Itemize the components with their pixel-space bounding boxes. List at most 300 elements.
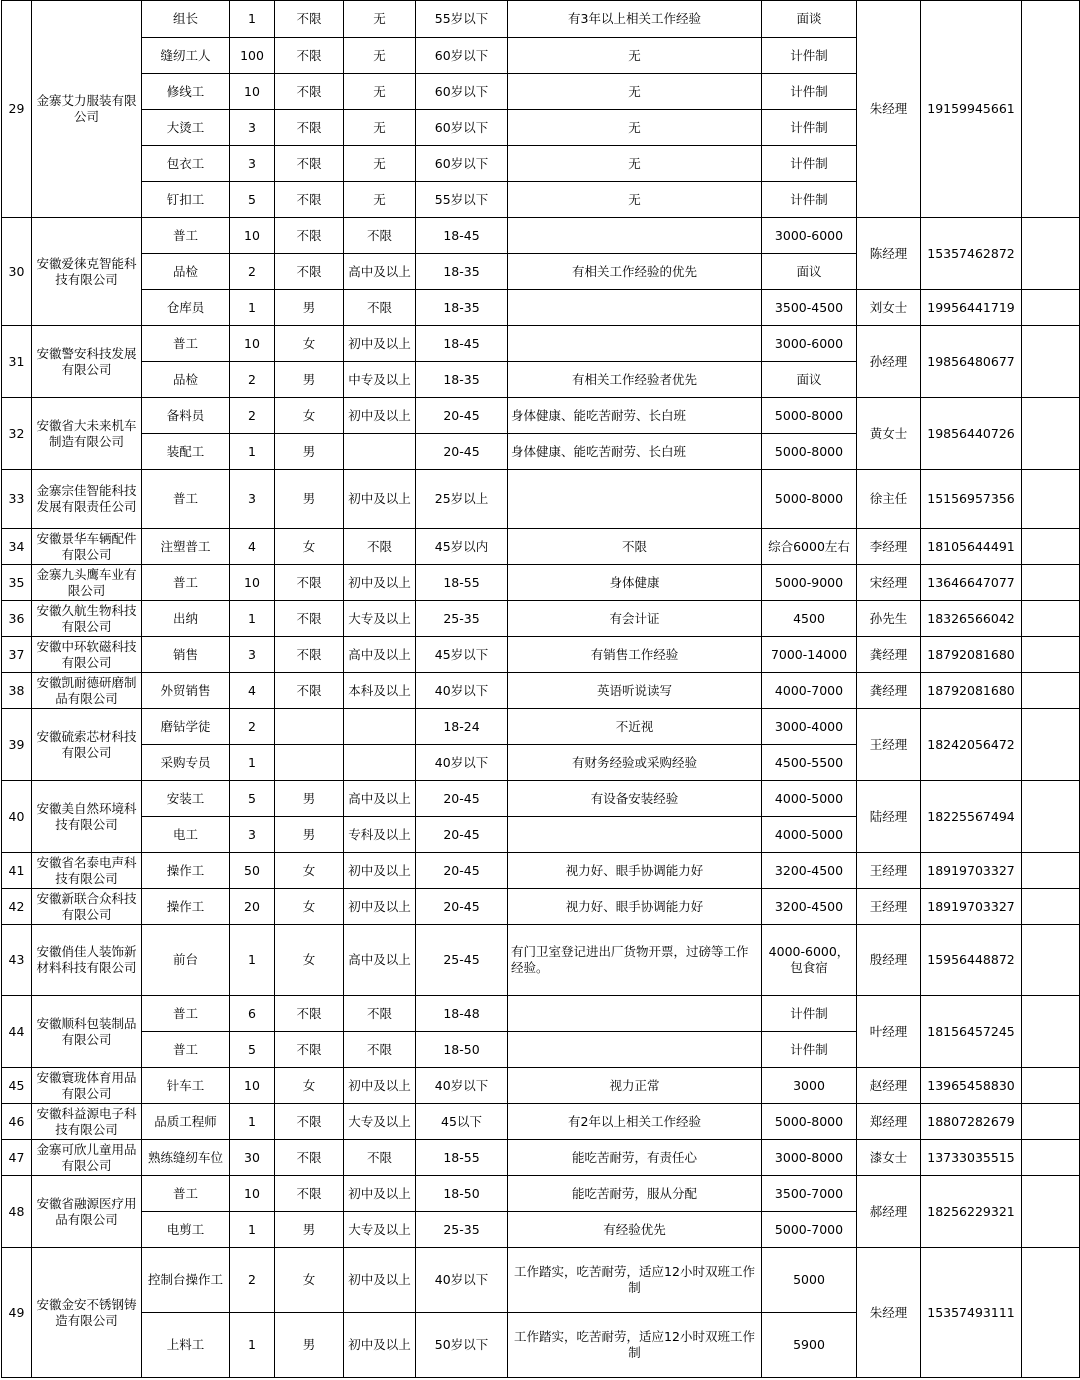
age-range: 18-45 [416, 218, 508, 254]
age-range: 60岁以下 [416, 74, 508, 110]
education: 无 [344, 74, 416, 110]
requirements: 无 [508, 110, 762, 146]
notes-cell [1022, 218, 1080, 290]
job-title: 注塑普工 [142, 529, 230, 565]
company-name: 金寨宗佳智能科技发展有限责任公司 [32, 470, 142, 529]
job-title: 钉扣工 [142, 182, 230, 218]
contact-person: 宋经理 [857, 565, 921, 601]
gender: 女 [275, 1068, 344, 1104]
table-row [2, 1176, 1080, 1212]
education: 不限 [344, 218, 416, 254]
contact-phone: 18919703327 [921, 853, 1022, 889]
contact-person: 赵经理 [857, 1068, 921, 1104]
notes-cell [1022, 1248, 1080, 1378]
company-name: 安徽新联合众科技有限公司 [32, 889, 142, 925]
company-name: 安徽科益源电子科技有限公司 [32, 1104, 142, 1140]
gender: 不限 [275, 1140, 344, 1176]
row-number: 38 [2, 673, 32, 709]
headcount: 3 [230, 110, 275, 146]
headcount: 1 [230, 434, 275, 470]
salary: 计件制 [762, 182, 857, 218]
requirements: 有相关工作经验者优先 [508, 362, 762, 398]
job-title: 缝纫工人 [142, 38, 230, 74]
job-title: 品检 [142, 254, 230, 290]
row-number: 41 [2, 853, 32, 889]
job-title: 外贸销售 [142, 673, 230, 709]
gender: 男 [275, 781, 344, 817]
notes-cell [1022, 1140, 1080, 1176]
contact-phone: 18242056472 [921, 709, 1022, 781]
education: 无 [344, 182, 416, 218]
gender: 女 [275, 398, 344, 434]
requirements [508, 326, 762, 362]
age-range: 20-45 [416, 853, 508, 889]
company-name: 金寨九头鹰车业有限公司 [32, 565, 142, 601]
education: 初中及以上 [344, 1313, 416, 1378]
requirements: 不限 [508, 529, 762, 565]
company-name: 金寨艾力服装有限公司 [32, 1, 142, 218]
age-range: 55岁以下 [416, 1, 508, 38]
contact-phone: 15357462872 [921, 218, 1022, 290]
education: 无 [344, 1, 416, 38]
education: 不限 [344, 1140, 416, 1176]
requirements: 有2年以上相关工作经验 [508, 1104, 762, 1140]
job-title: 普工 [142, 996, 230, 1032]
salary: 3200-4500 [762, 889, 857, 925]
row-number: 33 [2, 470, 32, 529]
requirements: 身体健康 [508, 565, 762, 601]
job-title: 操作工 [142, 853, 230, 889]
gender: 女 [275, 529, 344, 565]
contact-phone: 13965458830 [921, 1068, 1022, 1104]
job-title: 普工 [142, 565, 230, 601]
job-title: 普工 [142, 1032, 230, 1068]
contact-person: 孙经理 [857, 326, 921, 398]
contact-person: 徐主任 [857, 470, 921, 529]
table-row [2, 925, 1080, 996]
salary: 4000-7000 [762, 673, 857, 709]
salary: 面议 [762, 362, 857, 398]
headcount: 1 [230, 601, 275, 637]
row-number: 32 [2, 398, 32, 470]
requirements: 无 [508, 182, 762, 218]
table-row [2, 1140, 1080, 1176]
headcount: 4 [230, 673, 275, 709]
age-range: 45岁以下 [416, 637, 508, 673]
notes-cell [1022, 398, 1080, 470]
row-number: 30 [2, 218, 32, 326]
salary: 5000 [762, 1248, 857, 1313]
notes-cell [1022, 326, 1080, 398]
contact-person: 王经理 [857, 889, 921, 925]
contact-phone: 15956448872 [921, 925, 1022, 996]
age-range: 18-24 [416, 709, 508, 745]
gender: 不限 [275, 182, 344, 218]
education: 高中及以上 [344, 254, 416, 290]
requirements [508, 470, 762, 529]
notes-cell [1022, 1068, 1080, 1104]
job-title: 上料工 [142, 1313, 230, 1378]
age-range: 25-35 [416, 1212, 508, 1248]
gender: 男 [275, 1313, 344, 1378]
row-number: 42 [2, 889, 32, 925]
job-title: 电工 [142, 817, 230, 853]
contact-phone: 18326566042 [921, 601, 1022, 637]
education: 不限 [344, 996, 416, 1032]
company-name: 安徽爱徕克智能科技有限公司 [32, 218, 142, 326]
salary: 5000-8000 [762, 398, 857, 434]
education: 不限 [344, 290, 416, 326]
requirements [508, 290, 762, 326]
age-range: 25-35 [416, 601, 508, 637]
salary: 4000-5000 [762, 817, 857, 853]
salary: 4500 [762, 601, 857, 637]
salary: 4000-5000 [762, 781, 857, 817]
row-number: 37 [2, 637, 32, 673]
gender: 不限 [275, 996, 344, 1032]
salary: 面谈 [762, 1, 857, 38]
salary: 3500-7000 [762, 1176, 857, 1212]
requirements: 有经验优先 [508, 1212, 762, 1248]
education: 无 [344, 38, 416, 74]
headcount: 1 [230, 1212, 275, 1248]
headcount: 2 [230, 1248, 275, 1313]
job-title: 品检 [142, 362, 230, 398]
notes-cell [1022, 781, 1080, 853]
age-range: 18-50 [416, 1176, 508, 1212]
notes-cell [1022, 673, 1080, 709]
headcount: 3 [230, 637, 275, 673]
education: 初中及以上 [344, 1176, 416, 1212]
salary: 3000-4000 [762, 709, 857, 745]
table-row [2, 1068, 1080, 1104]
contact-person: 黄女士 [857, 398, 921, 470]
requirements [508, 1032, 762, 1068]
job-title: 修线工 [142, 74, 230, 110]
headcount: 50 [230, 853, 275, 889]
gender: 不限 [275, 146, 344, 182]
age-range: 55岁以下 [416, 182, 508, 218]
recruitment-table [1, 0, 1080, 1378]
row-number: 31 [2, 326, 32, 398]
headcount: 2 [230, 398, 275, 434]
education: 初中及以上 [344, 326, 416, 362]
salary: 5000-8000 [762, 434, 857, 470]
contact-person: 漆女士 [857, 1140, 921, 1176]
headcount: 10 [230, 326, 275, 362]
table-row [2, 1104, 1080, 1140]
job-title: 品质工程师 [142, 1104, 230, 1140]
education: 不限 [344, 1032, 416, 1068]
table-row [2, 673, 1080, 709]
gender: 男 [275, 470, 344, 529]
contact-phone: 18792081680 [921, 673, 1022, 709]
age-range: 25岁以上 [416, 470, 508, 529]
contact-person: 朱经理 [857, 1248, 921, 1378]
row-number: 45 [2, 1068, 32, 1104]
table-row [2, 601, 1080, 637]
contact-phone: 18256229321 [921, 1176, 1022, 1248]
requirements: 有3年以上相关工作经验 [508, 1, 762, 38]
gender: 男 [275, 817, 344, 853]
requirements [508, 996, 762, 1032]
salary: 5000-8000 [762, 470, 857, 529]
job-title: 普工 [142, 218, 230, 254]
age-range: 20-45 [416, 434, 508, 470]
company-name: 安徽警安科技发展有限公司 [32, 326, 142, 398]
education: 高中及以上 [344, 781, 416, 817]
job-title: 普工 [142, 470, 230, 529]
gender: 不限 [275, 38, 344, 74]
row-number: 29 [2, 1, 32, 218]
job-title: 控制台操作工 [142, 1248, 230, 1313]
contact-person: 王经理 [857, 709, 921, 781]
salary: 5000-9000 [762, 565, 857, 601]
requirements: 能吃苦耐劳，服从分配 [508, 1176, 762, 1212]
contact-phone: 13733035515 [921, 1140, 1022, 1176]
headcount: 5 [230, 781, 275, 817]
company-name: 安徽硫索芯材科技有限公司 [32, 709, 142, 781]
education: 大专及以上 [344, 1104, 416, 1140]
salary: 计件制 [762, 1032, 857, 1068]
education: 初中及以上 [344, 470, 416, 529]
gender: 不限 [275, 110, 344, 146]
age-range: 60岁以下 [416, 146, 508, 182]
gender: 男 [275, 1212, 344, 1248]
requirements: 不近视 [508, 709, 762, 745]
row-number: 48 [2, 1176, 32, 1248]
job-title: 安装工 [142, 781, 230, 817]
gender [275, 745, 344, 781]
salary: 7000-14000 [762, 637, 857, 673]
age-range: 18-50 [416, 1032, 508, 1068]
table-row [2, 398, 1080, 434]
education: 大专及以上 [344, 1212, 416, 1248]
table-row [2, 853, 1080, 889]
gender: 不限 [275, 74, 344, 110]
salary: 3200-4500 [762, 853, 857, 889]
table-row [2, 709, 1080, 745]
notes-cell [1022, 290, 1080, 326]
headcount: 2 [230, 362, 275, 398]
contact-person: 王经理 [857, 853, 921, 889]
headcount: 1 [230, 1, 275, 38]
age-range: 60岁以下 [416, 38, 508, 74]
age-range: 45岁以内 [416, 529, 508, 565]
requirements: 有财务经验或采购经验 [508, 745, 762, 781]
notes-cell [1022, 853, 1080, 889]
headcount: 3 [230, 146, 275, 182]
salary: 计件制 [762, 146, 857, 182]
job-title: 仓库员 [142, 290, 230, 326]
salary: 5900 [762, 1313, 857, 1378]
education [344, 434, 416, 470]
gender: 女 [275, 1248, 344, 1313]
education: 高中及以上 [344, 637, 416, 673]
company-name: 安徽省大未来机车制造有限公司 [32, 398, 142, 470]
salary: 4500-5500 [762, 745, 857, 781]
salary: 3000-6000 [762, 326, 857, 362]
company-name: 安徽久航生物科技有限公司 [32, 601, 142, 637]
age-range: 20-45 [416, 398, 508, 434]
job-title: 组长 [142, 1, 230, 38]
company-name: 安徽中环软磁科技有限公司 [32, 637, 142, 673]
contact-person: 叶经理 [857, 996, 921, 1068]
gender: 女 [275, 889, 344, 925]
age-range: 18-35 [416, 254, 508, 290]
contact-phone: 18919703327 [921, 889, 1022, 925]
table-row [2, 1248, 1080, 1313]
headcount: 10 [230, 1176, 275, 1212]
education: 本科及以上 [344, 673, 416, 709]
salary: 计件制 [762, 996, 857, 1032]
gender: 女 [275, 925, 344, 996]
contact-person: 刘女士 [857, 290, 921, 326]
headcount: 1 [230, 1104, 275, 1140]
requirements: 英语听说读写 [508, 673, 762, 709]
age-range: 45以下 [416, 1104, 508, 1140]
education: 初中及以上 [344, 889, 416, 925]
gender: 女 [275, 853, 344, 889]
row-number: 35 [2, 565, 32, 601]
table-row [2, 290, 1080, 326]
gender [275, 709, 344, 745]
gender: 不限 [275, 1032, 344, 1068]
gender: 男 [275, 434, 344, 470]
table-body [2, 1, 1080, 1378]
notes-cell [1022, 601, 1080, 637]
gender: 不限 [275, 218, 344, 254]
requirements: 有相关工作经验的优先 [508, 254, 762, 290]
contact-phone: 18105644491 [921, 529, 1022, 565]
age-range: 18-55 [416, 565, 508, 601]
contact-person: 龚经理 [857, 673, 921, 709]
job-title: 销售 [142, 637, 230, 673]
requirements: 视力正常 [508, 1068, 762, 1104]
education: 初中及以上 [344, 565, 416, 601]
headcount: 2 [230, 709, 275, 745]
requirements: 无 [508, 146, 762, 182]
gender: 不限 [275, 565, 344, 601]
education: 中专及以上 [344, 362, 416, 398]
education: 不限 [344, 529, 416, 565]
contact-person: 郝经理 [857, 1176, 921, 1248]
row-number: 40 [2, 781, 32, 853]
salary: 面议 [762, 254, 857, 290]
contact-person: 李经理 [857, 529, 921, 565]
company-name: 安徽顺科包装制品有限公司 [32, 996, 142, 1068]
requirements: 工作踏实，吃苦耐劳，适应12小时双班工作制 [508, 1248, 762, 1313]
row-number: 47 [2, 1140, 32, 1176]
requirements: 有门卫室登记进出厂货物开票，过磅等工作经验。 [508, 925, 762, 996]
company-name: 安徽景华车辆配件有限公司 [32, 529, 142, 565]
gender: 不限 [275, 1, 344, 38]
company-name: 金寨可欣儿童用品有限公司 [32, 1140, 142, 1176]
contact-phone: 13646647077 [921, 565, 1022, 601]
company-name: 安徽俏佳人装饰新材料科技有限公司 [32, 925, 142, 996]
headcount: 1 [230, 745, 275, 781]
contact-person: 郑经理 [857, 1104, 921, 1140]
headcount: 10 [230, 1068, 275, 1104]
headcount: 1 [230, 1313, 275, 1378]
contact-phone: 18792081680 [921, 637, 1022, 673]
requirements: 身体健康、能吃苦耐劳、长白班 [508, 434, 762, 470]
gender: 不限 [275, 1176, 344, 1212]
table-row [2, 218, 1080, 254]
row-number: 43 [2, 925, 32, 996]
requirements: 工作踏实，吃苦耐劳，适应12小时双班工作制 [508, 1313, 762, 1378]
headcount: 20 [230, 889, 275, 925]
age-range: 20-45 [416, 781, 508, 817]
contact-person: 朱经理 [857, 1, 921, 218]
notes-cell [1022, 529, 1080, 565]
notes-cell [1022, 1, 1080, 218]
headcount: 30 [230, 1140, 275, 1176]
company-name: 安徽凯耐德研磨制品有限公司 [32, 673, 142, 709]
contact-person: 陈经理 [857, 218, 921, 290]
contact-phone: 19159945661 [921, 1, 1022, 218]
headcount: 6 [230, 996, 275, 1032]
age-range: 50岁以下 [416, 1313, 508, 1378]
company-name: 安徽省融源医疗用品有限公司 [32, 1176, 142, 1248]
contact-person: 殷经理 [857, 925, 921, 996]
salary: 3500-4500 [762, 290, 857, 326]
table-row [2, 326, 1080, 362]
contact-phone: 18807282679 [921, 1104, 1022, 1140]
table-row [2, 781, 1080, 817]
headcount: 5 [230, 182, 275, 218]
headcount: 4 [230, 529, 275, 565]
company-name: 安徽美自然环境科技有限公司 [32, 781, 142, 853]
salary: 计件制 [762, 74, 857, 110]
salary: 3000 [762, 1068, 857, 1104]
salary: 4000-6000，包食宿 [762, 925, 857, 996]
job-title: 出纳 [142, 601, 230, 637]
salary: 计件制 [762, 38, 857, 74]
headcount: 3 [230, 470, 275, 529]
job-title: 电剪工 [142, 1212, 230, 1248]
job-title: 普工 [142, 1176, 230, 1212]
requirements: 无 [508, 38, 762, 74]
requirements [508, 817, 762, 853]
gender: 女 [275, 326, 344, 362]
headcount: 10 [230, 565, 275, 601]
salary: 5000-7000 [762, 1212, 857, 1248]
age-range: 18-35 [416, 362, 508, 398]
gender: 不限 [275, 601, 344, 637]
notes-cell [1022, 709, 1080, 781]
age-range: 18-45 [416, 326, 508, 362]
education: 初中及以上 [344, 853, 416, 889]
headcount: 2 [230, 254, 275, 290]
notes-cell [1022, 470, 1080, 529]
age-range: 18-48 [416, 996, 508, 1032]
age-range: 40岁以下 [416, 1248, 508, 1313]
company-name: 安徽寰珑体育用品有限公司 [32, 1068, 142, 1104]
job-title: 装配工 [142, 434, 230, 470]
age-range: 60岁以下 [416, 110, 508, 146]
salary: 3000-8000 [762, 1140, 857, 1176]
age-range: 40岁以下 [416, 673, 508, 709]
row-number: 49 [2, 1248, 32, 1378]
age-range: 18-55 [416, 1140, 508, 1176]
contact-phone: 15156957356 [921, 470, 1022, 529]
age-range: 18-35 [416, 290, 508, 326]
notes-cell [1022, 565, 1080, 601]
contact-phone: 15357493111 [921, 1248, 1022, 1378]
age-range: 40岁以下 [416, 745, 508, 781]
notes-cell [1022, 637, 1080, 673]
